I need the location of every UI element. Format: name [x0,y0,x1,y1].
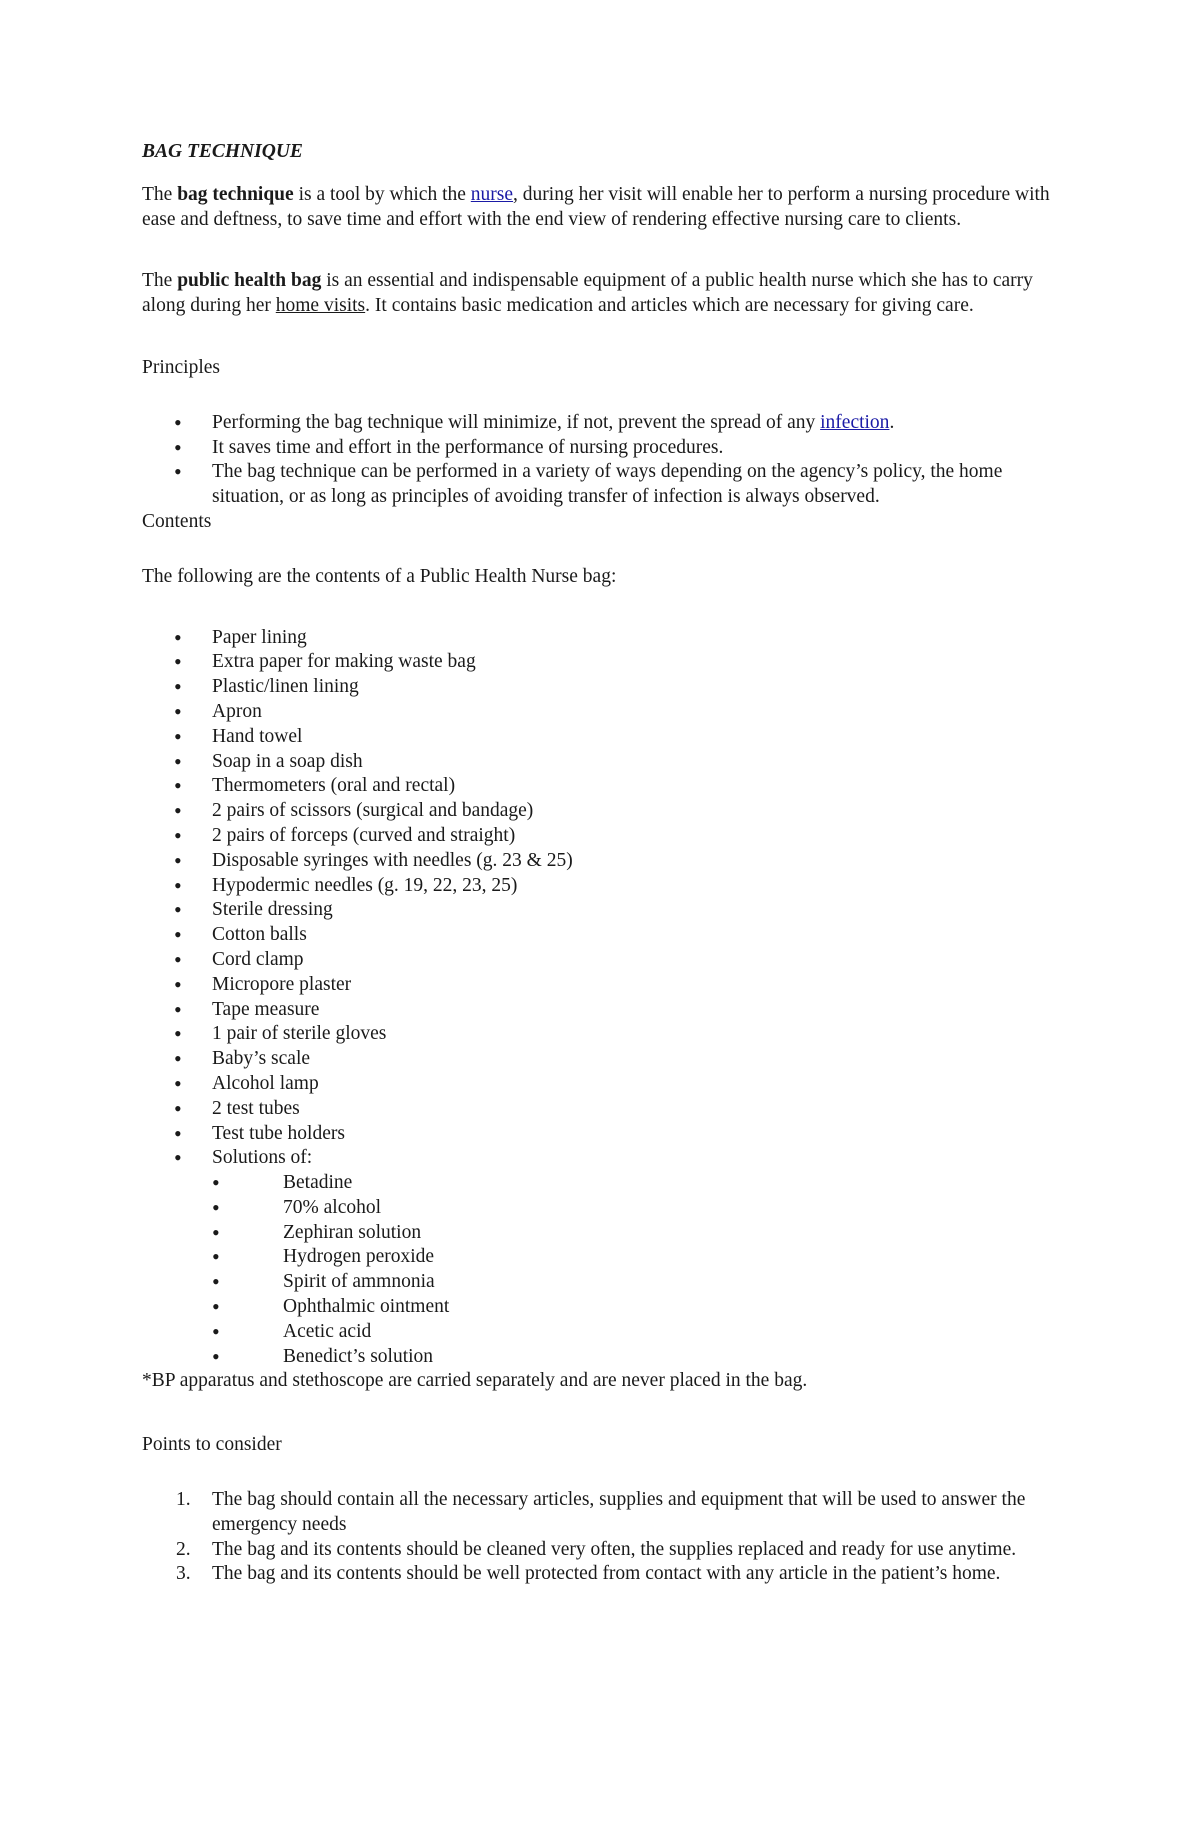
list-item: • 1 pair of sterile gloves [142,1022,1062,1047]
document-title: BAG TECHNIQUE [142,141,303,162]
item-text: The bag should contain all the necessary articles, supplies and equipment that will be used to answer the emergency needs [212,1489,1026,1535]
principle-item [142,411,1062,436]
points-heading: Points to consider [142,1434,282,1456]
numbered-item [142,1488,1062,1538]
list-item: • 2 pairs of scissors (surgical and bandage) [142,799,1062,824]
list-item: • Soap in a soap dish [142,750,1062,775]
sub-list-item: • Betadine [142,1171,1062,1196]
list-item: • Sterile dressing [142,898,1062,923]
document-page [142,140,1062,1587]
list-item: • Hand towel [142,725,1062,750]
principles-heading: Principles [142,356,220,378]
contents-list [142,626,1062,1172]
infection-link[interactable]: infection [820,411,890,433]
list-item: • Cotton balls [142,923,1062,948]
item-number: 2. [176,1538,191,1560]
contents-intro: The following are the contents of a Public Health Nurse bag: [142,565,617,587]
solutions-sublist [142,1171,1062,1369]
item-text: The bag and its contents should be well protected from contact with any article in the patient’s home. [212,1563,1001,1585]
points-list [142,1488,1062,1587]
phb-text-3: . It contains basic medication and articles which are necessary for giving care. [365,295,974,317]
sub-list-item: • Hydrogen peroxide [142,1245,1062,1270]
public-health-bag-paragraph [142,269,1062,319]
sub-list-item: • Benedict’s solution [142,1345,1062,1370]
list-item: • Extra paper for making waste bag [142,650,1062,675]
phb-text-2: is an essential and indispensable equipment of a public health nurse which she has to carry along during her [142,270,1033,317]
item-text: The bag and its contents should be cleaned very often, the supplies replaced and ready for use anytime. [212,1538,1017,1560]
list-item: • Solutions of: [142,1146,1062,1171]
intro-text-3: , during her visit will enable her to perform a nursing procedure with ease and deftness, to save time and effort with the end view of rendering effective nursing care to clients. [142,183,1050,230]
nurse-link[interactable]: nurse [470,183,514,205]
list-item: • 2 test tubes [142,1097,1062,1122]
sub-list-item: • Zephiran solution [142,1221,1062,1246]
list-item: • 2 pairs of forceps (curved and straight) [142,824,1062,849]
principle-item: • The bag technique can be performed in a variety of ways depending on the agency’s policy, the home situation, or as long as principles of avoiding transfer of infection is always observed. [142,460,1062,510]
list-item: • Alcohol lamp [142,1072,1062,1097]
intro-paragraph [142,183,1062,233]
list-item: • Disposable syringes with needles (g. 23 & 25) [142,849,1062,874]
home-visits-underlined: home visits [275,295,366,317]
public-health-bag-term: public health bag [177,270,322,292]
sub-list-item: • Acetic acid [142,1320,1062,1345]
list-item: • Plastic/linen lining [142,675,1062,700]
sub-list-item: • 70% alcohol [142,1196,1062,1221]
numbered-item [142,1562,1062,1587]
list-item: • Paper lining [142,626,1062,651]
principle-1-text: Performing the bag technique will minimize, if not, prevent the spread of any [212,411,821,433]
list-item: • Cord clamp [142,948,1062,973]
list-item: • Hypodermic needles (g. 19, 22, 23, 25) [142,874,1062,899]
principle-1-end: . [889,411,895,433]
bag-technique-term: bag technique [177,183,294,205]
list-item: • Thermometers (oral and rectal) [142,774,1062,799]
sub-list-item: • Ophthalmic ointment [142,1295,1062,1320]
bp-apparatus-note: *BP apparatus and stethoscope are carried separately and are never placed in the bag. [142,1370,808,1392]
phb-text-1: The [142,270,178,292]
numbered-item [142,1538,1062,1563]
intro-text-2: is a tool by which the [293,183,471,205]
list-item: • Baby’s scale [142,1047,1062,1072]
item-number: 3. [176,1563,191,1585]
list-item: • Tape measure [142,998,1062,1023]
list-item: • Test tube holders [142,1122,1062,1147]
sub-list-item: • Spirit of ammnonia [142,1270,1062,1295]
item-number: 1. [176,1489,191,1511]
list-item: • Apron [142,700,1062,725]
contents-heading: Contents [142,510,212,532]
list-item: • Micropore plaster [142,973,1062,998]
principle-item: • It saves time and effort in the performance of nursing procedures. [142,436,1062,461]
intro-text-1: The [142,183,178,205]
principles-list [142,411,1062,510]
